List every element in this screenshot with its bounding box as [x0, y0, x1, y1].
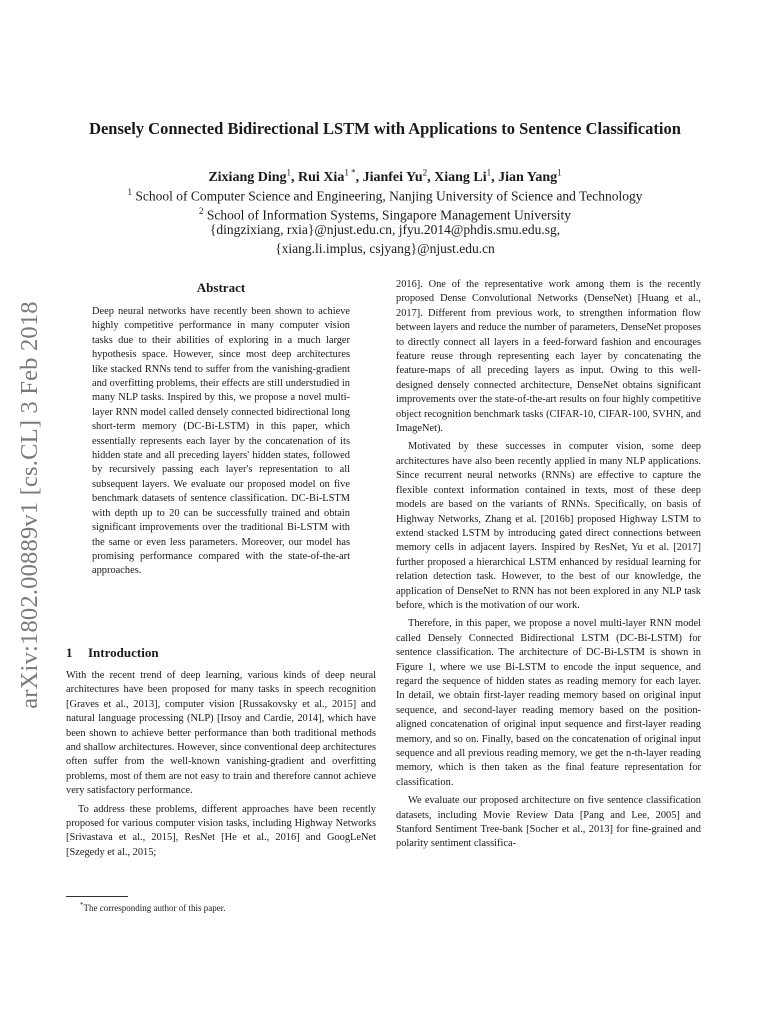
paragraph: We evaluate our proposed architecture on five sentence classification datasets, including Movie Review Data [Pang and Lee, 2005] and Stanford Sentiment Tree-bank [Socher et al., 2013] for fine-grained and polarity sentiment classifica-: [396, 795, 701, 850]
author: Jianfei Yu$^2$,: [362, 167, 435, 185]
email-line: {xiang.li.implus, csjyang}@njust.edu.cn: [275, 241, 495, 256]
paragraph: Motivated by these successes in computer vision, some deep architectures have also been recently applied in many NLP applications. Since recurrent neural networks (RNNs) are effective to capture the flexible context information contained in texts, most of these deep models are based on the variants of RNNs. Specifically, on basis of Highway Networks, Zhang et al. [2016b] proposed Highway LSTM to extend stacked LSTM by introducing gated direct connections between memory cells in adjacent layers. Inspired by ResNet, Yu et al. [2017] further proposed a hierarchical LSTM enhanced by residual learning for relation detection task. However, to the best of our knowledge, the application of DenseNet to RNN has not been explored in any NLP task before, which is the motivation of our work.: [396, 441, 701, 611]
left-column-body: [66, 669, 376, 864]
author: Zixiang Ding$^1$,: [208, 167, 299, 185]
section-heading: 1 Introduction: [66, 645, 159, 660]
paragraph: To address these problems, different approaches have been recently proposed for various computer vision tasks, including Highway Networks [Srivastava et al., 2015], ResNet [He et al., 2016] and GoogLeNet [Szegedy et al., 2015;: [66, 803, 376, 858]
paragraph: Therefore, in this paper, we propose a novel multi-layer RNN model called Densely Connected Bidirectional LSTM (DC-Bi-LSTM) for sentence classification. The architecture of DC-Bi-LSTM is shown in Figure 1, where we use Bi-LSTM to encode the input sequence, and regard the sequence of hidden states as reading memory for each layer. In detail, we obtain first-layer reading memory based on original input sequence, and second-layer reading memory based on the position-aligned concatenation of original input sequence and first-layer reading memory, and so on. Finally, based on the concatenation of original input sequence and all previous reading memory, we get the n-th-layer reading memory, which is then taken as the final feature representation for classification.: [396, 618, 701, 788]
arxiv-stamp: arXiv:1802.00889v1 [cs.CL] 3 Feb 2018: [16, 301, 43, 709]
right-column-body: [396, 278, 701, 856]
author: Xiang Li$^1$,: [434, 167, 499, 185]
author: Rui Xia$^{1 *}$,: [298, 167, 363, 185]
footnote-rule: [66, 896, 128, 897]
paragraph: With the recent trend of deep learning, various kinds of deep neural architectures have been proposed for many tasks in speech recognition [Graves et al., 2013], computer vision [Russakovsky et al., 2015] and natural language processing (NLP) [Irsoy and Cardie, 2014], which have been shown to achieve better performance than both traditional methods and shallow architectures. However, since conventional deep architectures often suffer from the well-known vanishing-gradient and overfitting problems, most of them are not easy to train and therefore cannot achieve very satisfactory performance.: [66, 670, 376, 797]
author: Jian Yang$^1$: [498, 167, 562, 185]
paper-title: Densely Connected Bidirectional LSTM with Applications to Sentence Classification: [89, 119, 681, 138]
abstract-heading: Abstract: [196, 280, 246, 295]
abstract-text: Deep neural networks have recently been shown to achieve highly competitive performance in many computer vision tasks due to their abilities of exploring in a much larger hypothesis space. However, since most deep architectures like stacked RNNs tend to suffer from the vanishing-gradient and overfitting problems, their effects are still understudied in many NLP tasks. Inspired by this, we propose a novel multi-layer RNN model called densely connected bidirectional long short-term memory (DC-Bi-LSTM) in this paper, which essentially represents each layer by the concatenation of its hidden state and all preceding layers' hidden states, followed by recursively passing each layer's representation to all subsequent layers. We evaluate our proposed model on five benchmark datasets of sentence classification. DC-Bi-LSTM with depth up to 20 can be successfully trained and obtain significant improvements over the traditional Bi-LSTM with the same or even less parameters. Moreover, our model has promising performance compared with the state-of-the-art approaches.: [92, 306, 350, 577]
footnote: *The corresponding author of this paper.: [80, 901, 226, 913]
paragraph: 2016]. One of the representative work among them is the recently proposed Dense Convolutional Networks (DenseNet) [Huang et al., 2017]. Different from previous work, to strengthen information flow between layers and reduce the number of parameters, DenseNet proposes to directly connect all layers in a feed-forward fashion and encourages feature reuse through representing each layer by concatenating the feature-maps of all preceding layers as input. Owing to this well-designed densely connected architecture, DenseNet obtains significant improvements over the state-of-the-art results on four highly competitive object recognition benchmark tasks (CIFAR-10, CIFAR-100, SVHN, and ImageNet).: [396, 279, 701, 435]
affiliation: $^2$ School of Information Systems, Singapore Management University: [199, 206, 571, 223]
affiliation: $^1$ School of Computer Science and Engineering, Nanjing University of Science and Technology: [127, 187, 643, 204]
email-line: {dingzixiang, rxia}@njust.edu.cn, jfyu.2014@phdis.smu.edu.sg,: [209, 222, 561, 237]
